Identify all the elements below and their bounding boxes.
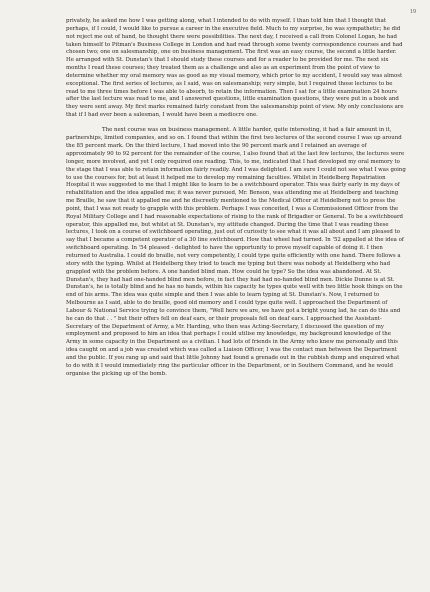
- paragraph-business-management-course: The next course was on business management. A little harder, quite interesting, it had a fair amount in it, partnerships, limited companies, and so on. I found that within the first two lectures of the second course I was up around the 85 percent mark. On the third lecture, I had moved into the 90 percent mark and I retained an average of approximately 90 to 92 percent for the remainder of the course, I also found that at the last few lectures, the lectures were longer, more involved, and yet I only required one reading. This, to me, indicated that I had developed my oral memory to the stage that I was able to retain information fairly readily. And I was delighted. I am sure I could not see what I was going to use the courses for, but at least it helped me to develop my remaining faculties. Whilst in Heidelberg Repatriation Hospital it was suggested to me that I might like to learn to be a switchboard operator. This was fairly early in my days of rehabilitation and the idea appalled me; it was never pursued, Mr. Benson, was attending me at Heidelberg and teaching me Braille, he saw that it appalled me and he discreetly mentioned to the Medical Officer at Heidelberg not to press the point, that I was not ready to grapple with this problem. Perhaps I was conceited, I was a Commissioned Officer from the Royal Military College and I had reasonable expectations of rising to the rank of Brigadier or General. To be a switchboard operator, this appalled me, but whilst at St. Dunstan's, my attitude changed. During the time that I was reading these lectures, I took on a course of switchboard operating, just out of curiosity to see what it was all about and I am pleased to say that I became a competent operator of a 30 line switchboard. How that wheel had turned. In '52 appalled at the idea of switchboard operating. In '54 pleased - delighted to have the opportunity to prove myself capable of doing it. I then returned to Australia. I could do braille, not very competently, I could type quite efficiently with one hand. There follows a story with the typing. Whilst at Heidelberg they tried to teach me typing but there was nobody at Heidelberg who had grappled with the problem before. A one handed blind man. How could he type? So the idea was abandoned. At St. Dunstan's, they had had one-handed blind men before, in fact they had had no-handed blind men. Dickie Dunne is at St. Dunstan's, he is totally blind and he has no hands, within his capacity he types quite well with two little hook things on the end of his arms. The idea was quite simple and then I was able to learn typing at St. Dunstan's. Now, I returned to Melbourne as I said, able to do braille, good old memory and I could type quite well. I approached the Department of Labour & National Service trying to convince them, "Well here we are, we have got a bright young lad, he can do this and he can do that . . " but their offers fell on deaf ears, or their proposals fell on deaf ears. I approached the Assistant-Secretary of the Department of Army, a Mr. Harding, who then was Acting-Secretary, I discussed the question of my employment and proposed to him an idea that perhaps I could utilise my knowledge, my background knowledge of the Army in some capacity in the Department as a civilian. I had lots of friends in the Army who knew me personally and this idea caught on and a job was created which was called a Liaison Officer, I was the contact man between the Department and the public. If you rang up and said that little Johnny had found a grenade out in the rubbish dump and enquired what to do with it I would immediately ring the particular officer in the Department, or in Southern Command, and he would organise the picking up of the bomb.: [66, 127, 406, 377]
- paragraph-gap: [66, 120, 406, 128]
- page-number: 19: [410, 9, 416, 15]
- paragraph-salesmanship-course: privately, he asked me how I was getting along, what I intended to do with myself. I than told him that I thought that perhaps, if I could, I would like to pursue a career in the executive field. Much to my surprise, he was sympathetic; he did not reject me out of hand, he thought there were possibilities. The next day, I received a call from Colonel Logan, he had taken himself to Pitman's Business College in London and had read through some twenty correspondence courses and had chosen two; one on salesmanship, one on business management. The first was an easy course, the second a little harder. He arranged with St. Dunstan's that I should study these courses and for a reader to be provided for me. The next six months I read these courses; they treated them as a challenge and also as an experiment from the point of view to determine whether my oral memory was as good as my visual memory, which prior to my accident, I would say was almost exceptional. The first series of lectures, as I said, was on salesmanship; very simple, but I required those lectures to be read to me three times before I was able to absorb, to retain the information. Then I sat for a little examination 24 hours after the last lecture was read to me, and I answered questions, little examination questions, they were put in a book and they were sent away. My first marks remained fairly constant from the salesmanship point of view. My only conclusions are that if I had ever been a salesman, I would have been a mediocre one.: [66, 18, 404, 119]
